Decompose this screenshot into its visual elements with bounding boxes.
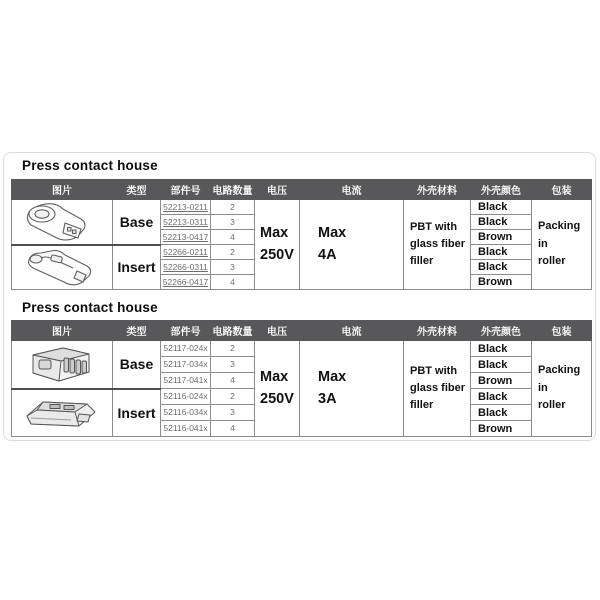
circuit-count: 4 (211, 373, 255, 389)
header-circuit-count: 电路数量 (211, 180, 255, 200)
header-voltage: 电压 (255, 180, 300, 200)
header-image: 图片 (12, 180, 113, 200)
part-number-link[interactable]: 52213-0311 (161, 215, 211, 230)
section2-title: Press contact house (22, 300, 158, 315)
part-number: 52117-034x (161, 357, 211, 373)
packaging-cell: Packing in roller (532, 200, 592, 290)
circuit-count: 4 (211, 421, 255, 437)
housing-color: Black (471, 341, 532, 357)
housing-color: Brown (471, 373, 532, 389)
header-voltage: 电压 (255, 321, 300, 341)
circuit-count: 2 (211, 389, 255, 405)
current-cell: Max 3A (300, 341, 404, 437)
header-housing-color: 外壳颜色 (471, 180, 532, 200)
insert-connector-drawing (12, 245, 113, 290)
header-image: 图片 (12, 321, 113, 341)
header-type: 类型 (113, 180, 161, 200)
header-packaging: 包装 (532, 180, 592, 200)
header-housing-material: 外壳材料 (404, 180, 471, 200)
part-number: 52117-024x (161, 341, 211, 357)
header-packaging: 包装 (532, 321, 592, 341)
circuit-count: 3 (211, 260, 255, 275)
housing-color: Black (471, 215, 532, 230)
part-number-link[interactable]: 52213-0211 (161, 200, 211, 215)
header-type: 类型 (113, 321, 161, 341)
header-part-number: 部件号 (161, 321, 211, 341)
spec-table-2 (11, 320, 592, 437)
header-current: 电流 (300, 321, 404, 341)
insert-connector-icon (17, 246, 107, 288)
voltage-cell: Max 250V (255, 200, 300, 290)
packaging-cell: Packing in roller (532, 341, 592, 437)
type-cell-base: Base (113, 200, 161, 245)
insert-connector-photo (12, 389, 113, 437)
part-number-link[interactable]: 52213-0417 (161, 230, 211, 245)
part-number-link[interactable]: 52266-0211 (161, 245, 211, 260)
header-housing-material: 外壳材料 (404, 321, 471, 341)
header-current: 电流 (300, 180, 404, 200)
housing-color: Black (471, 245, 532, 260)
current-cell: Max 4A (300, 200, 404, 290)
base-connector-drawing (12, 200, 113, 245)
housing-color: Black (471, 389, 532, 405)
section1-title: Press contact house (22, 158, 158, 173)
part-number: 52116-024x (161, 389, 211, 405)
round-connector-icon (17, 201, 107, 243)
base-connector-photo (12, 341, 113, 389)
circuit-count: 3 (211, 405, 255, 421)
circuit-count: 3 (211, 215, 255, 230)
circuit-count: 2 (211, 245, 255, 260)
table-header-row (12, 180, 592, 200)
header-housing-color: 外壳颜色 (471, 321, 532, 341)
part-number-link[interactable]: 52266-0311 (161, 260, 211, 275)
circuit-count: 3 (211, 357, 255, 373)
part-number: 52117-041x (161, 373, 211, 389)
type-cell-insert: Insert (113, 245, 161, 290)
housing-color: Brown (471, 421, 532, 437)
housing-color: Brown (471, 230, 532, 245)
circuit-count: 2 (211, 200, 255, 215)
housing-material-cell: PBT with glass fiber filler (404, 200, 471, 290)
housing-color: Black (471, 200, 532, 215)
part-number: 52116-034x (161, 405, 211, 421)
part-number-link[interactable]: 52266-0417 (161, 275, 211, 290)
type-cell-base: Base (113, 341, 161, 389)
circuit-count: 4 (211, 275, 255, 290)
circuit-count: 4 (211, 230, 255, 245)
housing-color: Black (471, 405, 532, 421)
circuit-count: 2 (211, 341, 255, 357)
housing-color: Brown (471, 275, 532, 290)
type-cell-insert: Insert (113, 389, 161, 437)
header-part-number: 部件号 (161, 180, 211, 200)
flat-connector-icon (17, 391, 107, 435)
spec-table-1 (11, 179, 592, 290)
boxy-connector-icon (17, 342, 107, 386)
housing-material-cell: PBT with glass fiber filler (404, 341, 471, 437)
housing-color: Black (471, 260, 532, 275)
part-number: 52116-041x (161, 421, 211, 437)
housing-color: Black (471, 357, 532, 373)
table-header-row (12, 321, 592, 341)
header-circuit-count: 电路数量 (211, 321, 255, 341)
voltage-cell: Max 250V (255, 341, 300, 437)
